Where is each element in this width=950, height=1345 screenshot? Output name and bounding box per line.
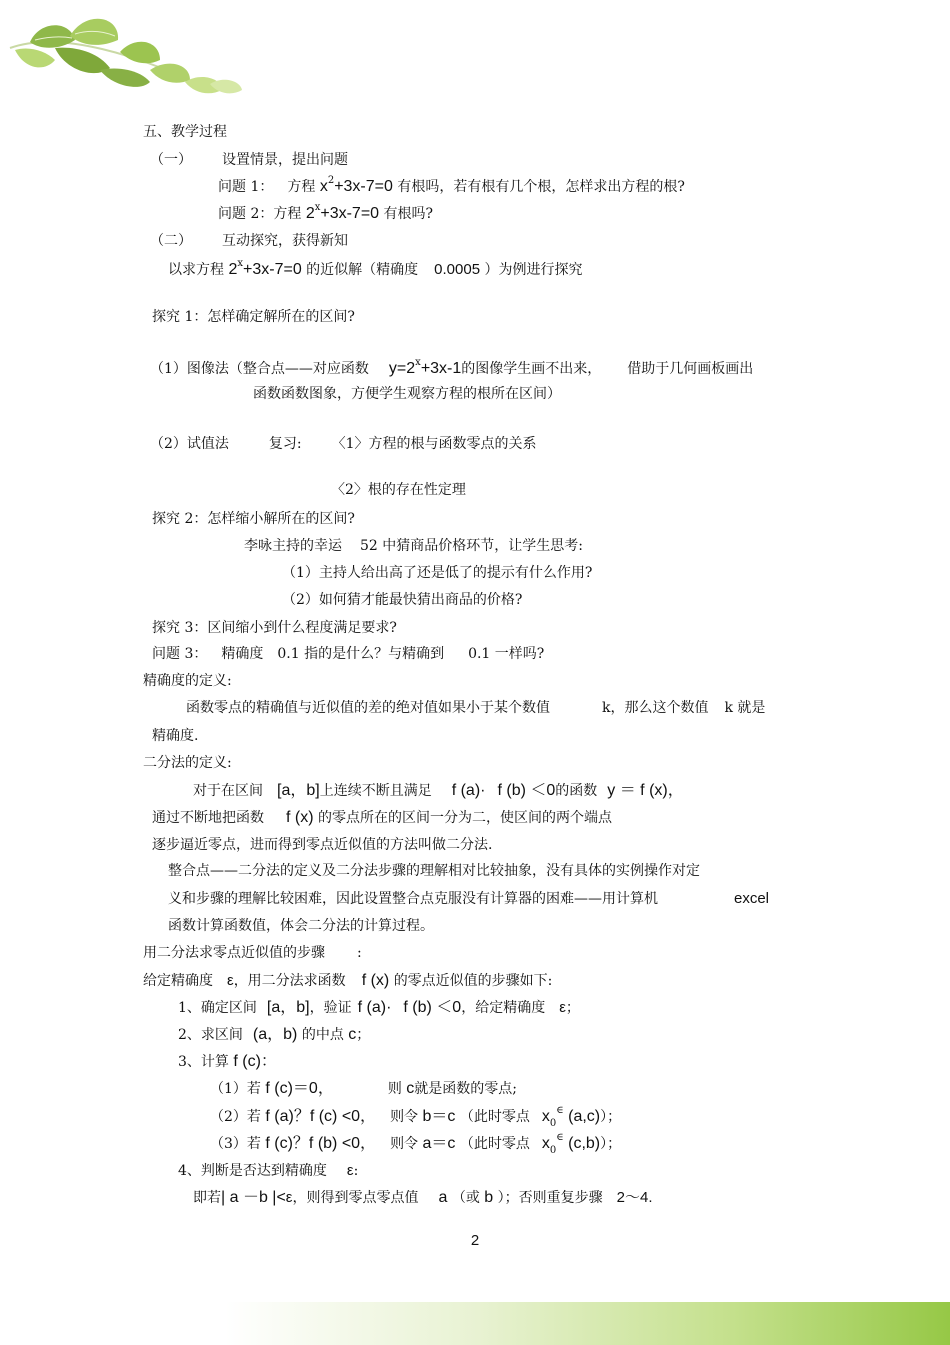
- subsection-1: （一） 设置情景，提出问题: [150, 152, 348, 168]
- question-3: 问题 3： 精确度 0.1 指的是什么？与精确到 0.1 一样吗?: [152, 646, 545, 662]
- steps-intro: 给定精确度 ε，用二分法求函数 f (x) 的零点近似值的步骤如下:: [143, 972, 553, 989]
- explore-1: 探究 1：怎样确定解所在的区间?: [152, 309, 355, 325]
- leaf-decoration: [0, 0, 260, 110]
- footer-gradient-band: [225, 1302, 950, 1345]
- step-1: 1、确定区间 [a，b]，验证 f (a)· f (b) ＜0，给定精确度 ε；: [178, 999, 580, 1016]
- method-1-line2: 函数函数图象，方便学生观察方程的根所在区间）: [253, 386, 561, 402]
- intro-line: 以求方程 $2^x+3x-7=0$ 的近似解（精确度 0.0005 ）为例进行探究: [168, 258, 583, 278]
- bisection-def-title: 二分法的定义:: [143, 755, 232, 771]
- precision-def-body: 函数零点的精确值与近似值的差的绝对值如果小于某个数值 k，那么这个数值 k 就是: [186, 700, 766, 716]
- integration-2: 义和步骤的理解比较困难，因此设置整合点克服没有计算器的困难——用计算机 excel: [168, 890, 770, 907]
- step-3-case-1: （1）若 f (c)＝0， 则 c就是函数的零点;: [210, 1080, 517, 1097]
- section-heading: 五、教学过程: [143, 124, 227, 140]
- explore-3: 探究 3：区间缩小到什么程度满足要求?: [152, 620, 397, 636]
- step-4-detail: 即若| a －b |<ε，则得到零点零点值 a （或 b ）；否则重复步骤 2～4.: [193, 1189, 653, 1206]
- precision-def-title: 精确度的定义:: [143, 673, 232, 689]
- integration-1: 整合点——二分法的定义及二分法步骤的理解相对比较抽象，没有具体的实例操作对定: [168, 863, 700, 879]
- question-2: 问题 2：方程 $2^x+3x-7=0$ 有根吗?: [218, 202, 434, 222]
- bisection-def-3: 逐步逼近零点，进而得到零点近似值的方法叫做二分法.: [152, 837, 493, 853]
- explore-2: 探究 2：怎样缩小解所在的区间?: [152, 511, 355, 527]
- question-1: 问题 1： 方程 $x^2+3x-7=0$ 有根吗，若有根有几个根，怎样求出方程的根?: [218, 175, 685, 195]
- method-1: （1）图像法（整合点——对应函数 $y=2^x+3x-1$的图像学生画不出来， 借助于几何画板画出: [150, 357, 754, 377]
- game-line-2: （1）主持人给出高了还是低了的提示有什么作用?: [282, 565, 593, 581]
- step-3-case-2: （2）若 f (a)？f (c) <0， 则令 b＝c （此时零点 $x_0^\in$ (a,c)）；: [210, 1105, 622, 1129]
- game-line-1: 李咏主持的幸运 52 中猜商品价格环节，让学生思考:: [244, 538, 583, 554]
- page-number: 2: [470, 1232, 480, 1249]
- method-2-line2: 〈2〉根的存在性定理: [331, 482, 466, 498]
- precision-def-end: 精确度.: [152, 728, 199, 744]
- subsection-2: （二） 互动探究，获得新知: [150, 233, 348, 249]
- bisection-def-2: 通过不断地把函数 f (x) 的零点所在的区间一分为二，使区间的两个端点: [152, 809, 612, 826]
- step-2: 2、求区间 (a，b) 的中点 c；: [178, 1026, 371, 1043]
- step-3-case-3: （3）若 f (c)？f (b) <0， 则令 a＝c （此时零点 $x_0^\in$ (c,b)）；: [210, 1132, 622, 1156]
- game-line-3: （2）如何猜才能最快猜出商品的价格?: [282, 592, 523, 608]
- step-4: 4、判断是否达到精确度 ε:: [178, 1162, 359, 1179]
- bisection-def-1: 对于在区间 [a，b]上连续不断且满足 f (a)· f (b) ＜0的函数 y ＝ f (x)，: [193, 782, 684, 799]
- steps-title: 用二分法求零点近似值的步骤 :: [143, 945, 362, 961]
- step-3: 3、计算 f (c)：: [178, 1053, 277, 1070]
- method-2: （2）试值法 复习: 〈1〉方程的根与函数零点的关系: [150, 436, 537, 452]
- integration-3: 函数计算函数值，体会二分法的计算过程。: [168, 918, 434, 934]
